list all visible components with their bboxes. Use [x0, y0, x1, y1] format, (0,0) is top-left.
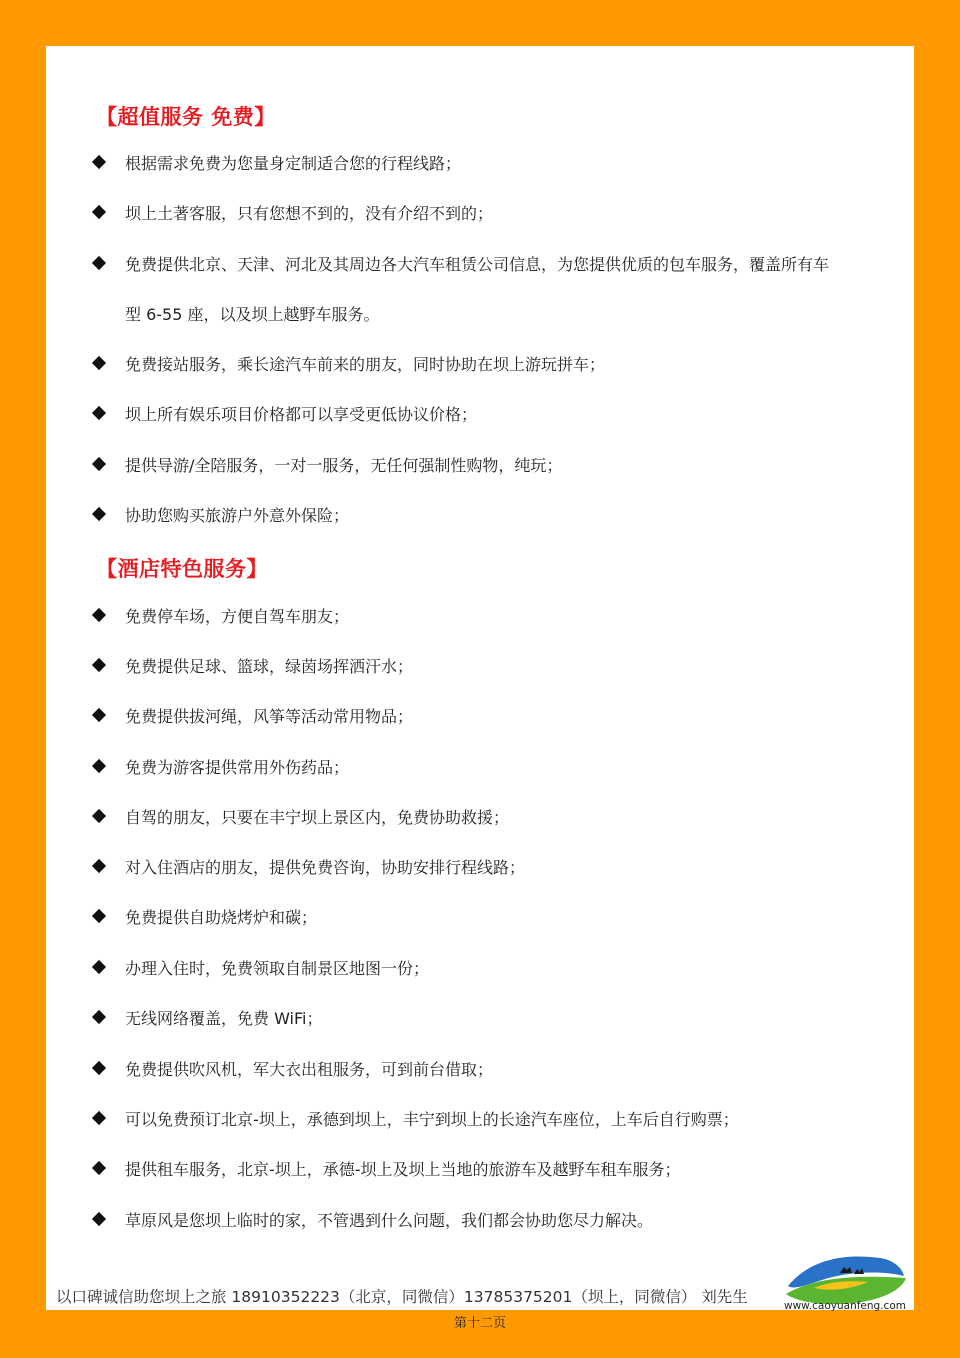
diamond-bullet-icon	[92, 1212, 106, 1226]
diamond-bullet-icon	[92, 658, 106, 672]
list-item-text: 提供导游/全陪服务，一对一服务，无任何强制性购物，纯玩；	[125, 456, 563, 475]
list-item-text: 协助您购买旅游户外意外保险；	[125, 506, 350, 525]
diamond-bullet-icon	[92, 608, 106, 622]
list-item-text: 自驾的朋友，只要在丰宁坝上景区内，免费协助救援；	[125, 808, 510, 827]
list-item-text: 提供租车服务，北京-坝上，承德-坝上及坝上当地的旅游车及越野车租车服务；	[125, 1160, 681, 1179]
diamond-bullet-icon	[92, 457, 106, 471]
list-item-text: 免费为游客提供常用外伤药品；	[125, 758, 350, 777]
list-item-text: 可以免费预订北京-坝上，承德到坝上，丰宁到坝上的长途汽车座位，上车后自行购票；	[125, 1110, 739, 1129]
diamond-bullet-icon	[92, 507, 106, 521]
caoyuanfeng-logo-icon	[784, 1242, 908, 1308]
diamond-bullet-icon	[92, 1111, 106, 1125]
list-item-text: 免费提供足球、篮球，绿茵场挥洒汗水；	[125, 657, 414, 676]
diamond-bullet-icon	[92, 809, 106, 823]
diamond-bullet-icon	[92, 406, 106, 420]
list-item-continuation: 型 6-55 座，以及坝上越野车服务。	[125, 305, 380, 324]
diamond-bullet-icon	[92, 759, 106, 773]
list-item-text: 免费接站服务，乘长途汽车前来的朋友，同时协助在坝上游玩拼车；	[125, 355, 606, 374]
section-title-hotel-services: 【酒店特色服务】	[96, 557, 268, 581]
diamond-bullet-icon	[92, 909, 106, 923]
diamond-bullet-icon	[92, 1161, 106, 1175]
section-title-value-services: 【超值服务 免费】	[96, 105, 276, 129]
logo-website: www.caoyuanfeng.com	[784, 1300, 906, 1312]
diamond-bullet-icon	[92, 155, 106, 169]
diamond-bullet-icon	[92, 356, 106, 370]
list-item-text: 办理入住时，免费领取自制景区地图一份；	[125, 959, 430, 978]
diamond-bullet-icon	[92, 205, 106, 219]
list-item-text: 草原风是您坝上临时的家，不管遇到什么问题，我们都会协助您尽力解决。	[125, 1211, 654, 1230]
list-item-text: 免费提供吹风机，军大衣出租服务，可到前台借取；	[125, 1060, 494, 1079]
list-item-text: 对入住酒店的朋友，提供免费咨询，协助安排行程线路；	[125, 858, 526, 877]
diamond-bullet-icon	[92, 960, 106, 974]
list-item-text: 免费提供拔河绳，风筝等活动常用物品；	[125, 707, 414, 726]
list-item-text: 免费提供自助烧烤炉和碳；	[125, 908, 318, 927]
diamond-bullet-icon	[92, 859, 106, 873]
footer-contact: 以口碑诚信助您坝上之旅 18910352223（北京，同微信）13785375201（坝上，同微信） 刘先生	[56, 1288, 748, 1306]
diamond-bullet-icon	[92, 708, 106, 722]
list-item-text: 坝上所有娱乐项目价格都可以享受更低协议价格；	[125, 405, 478, 424]
list-item-text: 免费停车场，方便自驾车朋友；	[125, 607, 350, 626]
diamond-bullet-icon	[92, 1061, 106, 1075]
list-item-text: 根据需求免费为您量身定制适合您的行程线路；	[125, 154, 462, 173]
list-item-text: 免费提供北京、天津、河北及其周边各大汽车租赁公司信息，为您提供优质的包车服务，覆盖所有车	[125, 255, 830, 274]
diamond-bullet-icon	[92, 1010, 106, 1024]
list-item-text: 坝上土著客服，只有您想不到的，没有介绍不到的；	[125, 204, 494, 223]
document-page	[46, 46, 914, 1310]
page-number: 第十二页	[453, 1316, 506, 1331]
list-item-text: 无线网络覆盖，免费 WiFi；	[125, 1009, 323, 1028]
diamond-bullet-icon	[92, 256, 106, 270]
